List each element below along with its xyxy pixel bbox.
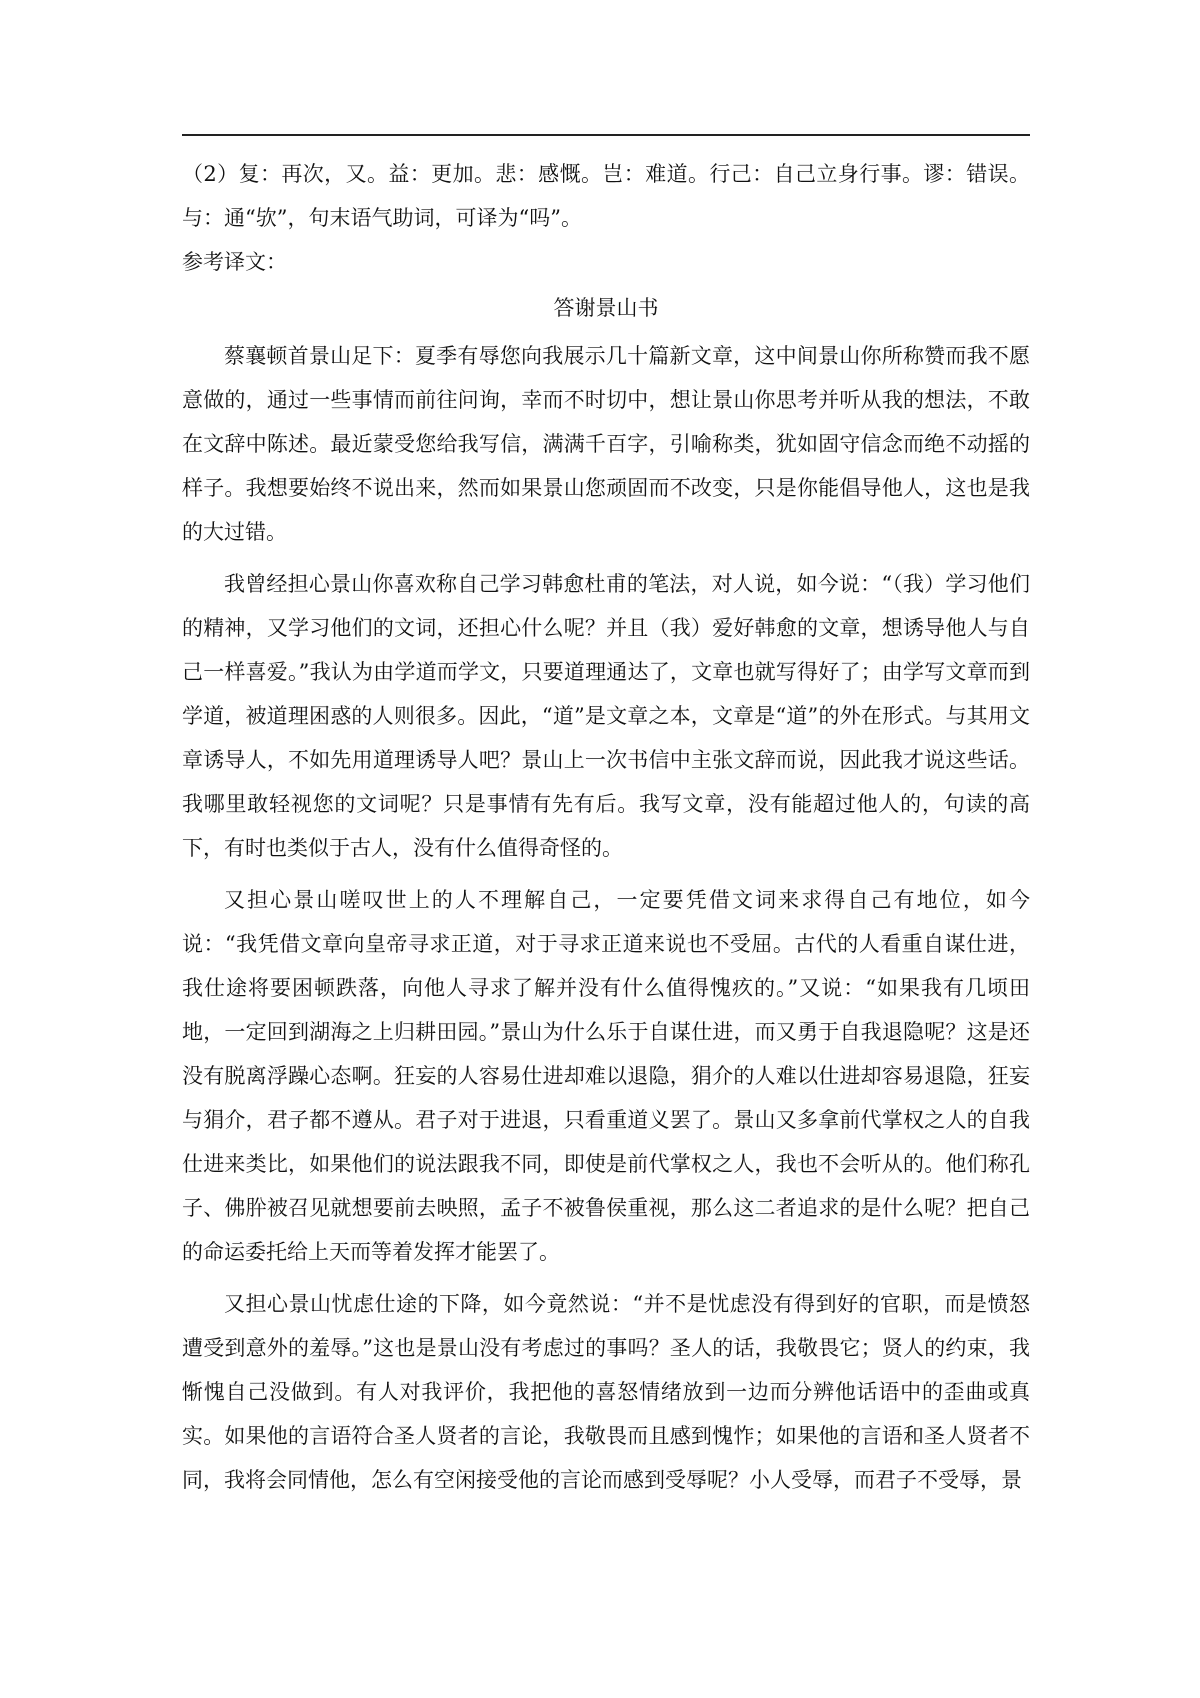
- annotation-note: （2）复：再次，又。益：更加。悲：感慨。岂：难道。行己：自己立身行事。谬：错误。与：通“欤”，句末语气助词，可译为“吗”。: [182, 162, 1030, 230]
- document-body: [182, 152, 1030, 1502]
- paragraph-2: 我曾经担心景山你喜欢称自己学习韩愈杜甫的笔法，对人说，如今说：“（我）学习他们的精神，又学习他们的文词，还担心什么呢？并且（我）爱好韩愈的文章，想诱导他人与自己一样喜爱。”我认为由学道而学文，只要道理通达了，文章也就写得好了；由学写文章而到学道，被道理困惑的人则很多。因此，“道”是文章之本，文章是“道”的外在形式。与其用文章诱导人，不如先用道理诱导人吧？景山上一次书信中主张文辞而说，因此我才说这些话。我哪里敢轻视您的文词呢？只是事情有先有后。我写文章，没有能超过他人的，句读的高下，有时也类似于古人，没有什么值得奇怪的。: [182, 572, 1030, 860]
- paragraph-4: 又担心景山忧虑仕途的下降，如今竟然说：“并不是忧虑没有得到好的官职，而是愤怒遭受到意外的羞辱。”这也是景山没有考虑过的事吗？圣人的话，我敬畏它；贤人的约束，我惭愧自己没做到。有人对我评价，我把他的喜怒情绪放到一边而分辨他话语中的歪曲或真实。如果他的言语符合圣人贤者的言论，我敬畏而且感到愧怍；如果他的言语和圣人贤者不同，我将会同情他，怎么有空闲接受他的言论而感到受辱呢？小人受辱，而君子不受辱，景: [182, 1292, 1030, 1492]
- paragraph-1: 蔡襄顿首景山足下：夏季有辱您向我展示几十篇新文章，这中间景山你所称赞而我不愿意做的，通过一些事情而前往问询，幸而不时切中，想让景山你思考并听从我的想法，不敢在文辞中陈述。最近蒙受您给我写信，满满千百字，引喻称类，犹如固守信念而绝不动摇的样子。我想要始终不说出来，然而如果景山您顽固而不改变，只是你能倡导他人，这也是我的大过错。: [182, 344, 1030, 544]
- document-title: 答谢景山书: [553, 296, 659, 320]
- paragraph-3: 又担心景山嗟叹世上的人不理解自己，一定要凭借文词来求得自己有地位，如今说：“我凭借文章向皇帝寻求正道，对于寻求正道来说也不受屈。古代的人看重自谋仕进，我仕途将要困顿跌落，向他人寻求了解并没有什么值得愧疚的。”又说：“如果我有几顷田地，一定回到湖海之上归耕田园。”景山为什么乐于自谋仕进，而又勇于自我退隐呢？这是还没有脱离浮躁心态啊。狂妄的人容易仕进却难以退隐，狷介的人难以仕进却容易退隐，狂妄与狷介，君子都不遵从。君子对于进退，只看重道义罢了。景山又多拿前代掌权之人的自我仕进来类比，如果他们的说法跟我不同，即使是前代掌权之人，我也不会听从的。他们称孔子、佛肸被召见就想要前去映照，孟子不被鲁侯重视，那么这二者追求的是什么呢？把自己的命运委托给上天而等着发挥才能罢了。: [182, 888, 1030, 1264]
- section-label: 参考译文：: [182, 250, 287, 274]
- header-rule: [182, 134, 1030, 136]
